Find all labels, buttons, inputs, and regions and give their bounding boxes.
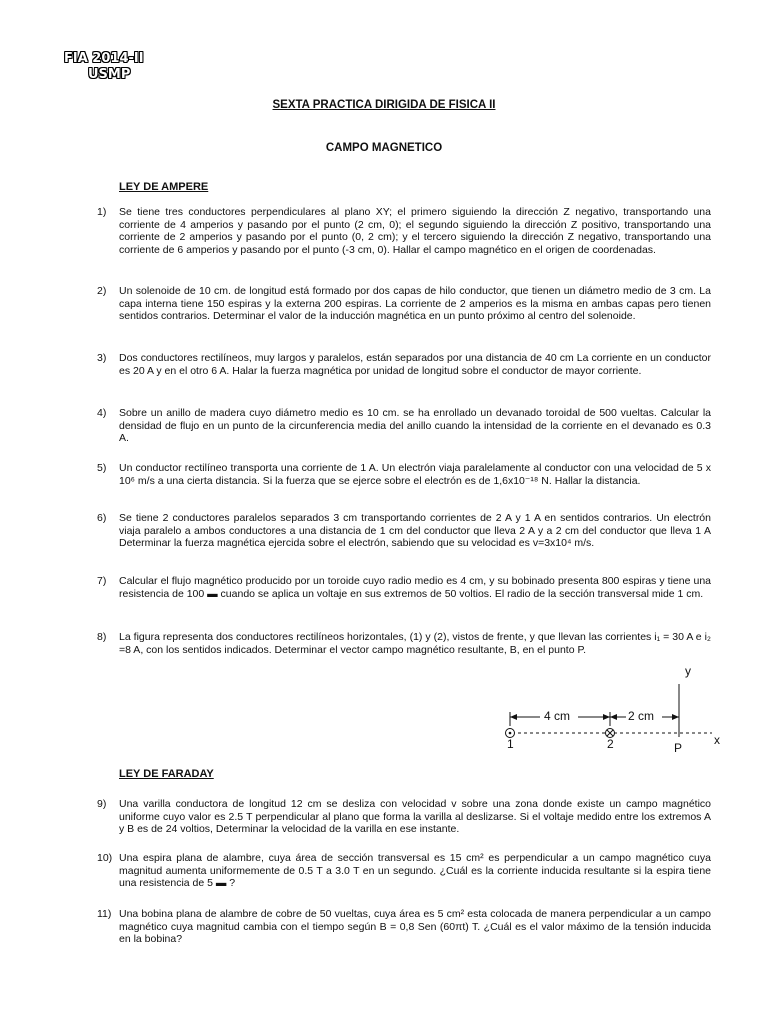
problem-number: 4) [97,407,107,419]
problem-text: Una espira plana de alambre, cuya área de sección transversal es 15 cm² es perpendicular a un campo magnético cuya magnitud aumenta uniformemente de 0.5 T a 3.0 T en un segundo. ¿Cuál es la corriente inducida resultante si la espira tiene una resistencia de 5 ▬ ? [119,852,711,890]
problem-text: Calcular el flujo magnético producido por un toroide cuyo radio medio es 4 cm, y su bobinado presenta 800 espiras y tiene una resistencia de 100 ▬ cuando se aplica un voltaje en sus extremos de 50 voltios. El radio de la sección transversal mide 1 cm. [119,575,711,600]
current-out-dot-icon [509,732,512,735]
problem-number: 8) [97,631,107,643]
problem-number: 6) [97,512,107,524]
problem-number: 9) [97,798,107,810]
problem-text: Una varilla conductora de longitud 12 cm se desliza con velocidad v sobre una zona donde existe un campo magnético uniforme cuyo valor es 2.5 T perpendicular al plano que forma la varilla al deslizarse. Si el voltaje medido entre los extremos A y B es de 24 voltios, Determinar la velocidad de la varilla en ese instante. [119,798,711,836]
problem-number: 5) [97,462,107,474]
problem-number: 2) [97,285,107,297]
page-title: SEXTA PRACTICA DIRIGIDA DE FISICA II [272,99,496,111]
logo-line-1: FIA 2014-II [64,51,144,66]
problem-number: 3) [97,352,107,364]
problem-text: Un solenoide de 10 cm. de longitud está formado por dos capas de hilo conductor, que tienen un diámetro medio de 3 cm. La capa interna tiene 150 espiras y la externa 200 espiras. La corriente de 2 amperios es la misma en ambas capas pero tienen sentidos contrarios. Determinar el valor de la inducción magnética en un punto próximo al centro del solenoide. [119,285,711,323]
arrow-right-icon [603,714,610,720]
arrow-left-icon [610,714,617,720]
conductor-2-label: 2 [607,737,614,751]
problem-text: La figura representa dos conductores rectilíneos horizontales, (1) y (2), vistos de frente, y que llevan las corrientes i₁ = 30 A e i₂ =8 A, con los sentidos indicados. Determinar el vector campo magnético resultante, B, en el punto P. [119,631,711,656]
problem-number: 10) [97,852,113,864]
arrow-left-icon [510,714,517,720]
section-heading-ampere: LEY DE AMPERE [119,181,209,193]
point-p-label: P [674,741,683,755]
problem-text: Una bobina plana de alambre de cobre de 50 vueltas, cuya área es 5 cm² esta colocada de manera perpendicular a un campo magnético cuya magnitud cambia con el tiempo según B = 0,8 Sen (60πt) T. ¿Cuál es el valor máximo de la tensión inducida en la bobina? [119,908,711,946]
problem-number: 11) [97,908,112,920]
conductors-figure [500,662,740,762]
conductor-1-label: 1 [507,737,514,751]
logo-line-2: USMP [88,67,131,82]
arrow-right-icon [672,714,679,720]
problem-text: Dos conductores rectilíneos, muy largos y paralelos, están separados por una distancia de 40 cm La corriente en un conductor es 20 A y en el otro 6 A. Halar la fuerza magnética por unidad de longitud sobre el conductor de mayor corriente. [119,352,711,377]
problem-text: Un conductor rectilíneo transporta una corriente de 1 A. Un electrón viaja paralelamente al conductor con una velocidad de 5 x 10⁶ m/s a una cierta distancia. Si la fuerza que se ejerce sobre el electrón es de 1,6x10⁻¹⁸ N. Hallar la distancia. [119,462,711,487]
problem-text: Sobre un anillo de madera cuyo diámetro medio es 10 cm. se ha enrollado un devanado toroidal de 500 vueltas. Calcular la densidad de flujo en un punto de la circunferencia media del anillo cuando la intensidad de la corriente en el devanado es 0.3 A. [119,407,711,445]
problem-number: 7) [97,575,107,587]
problem-text: Se tiene 2 conductores paralelos separados 3 cm transportando corrientes de 2 A y 1 A en sentidos contrarios. Un electrón viaja paralelo a ambos conductores a una distancia de 1 cm del conductor que lleva 2 A y a 2 cm del conductor que lleva 1 A Determinar la fuerza magnética ejercida sobre el electrón, sabiendo que su velocidad es v=3x10⁴ m/s. [119,512,711,550]
distance-label-4cm: 4 cm [544,709,571,723]
y-axis-label: y [685,664,691,678]
page-subtitle: CAMPO MAGNETICO [325,142,443,154]
section-heading-faraday: LEY DE FARADAY [119,768,214,780]
distance-label-2cm: 2 cm [628,709,655,723]
problem-number: 1) [97,206,107,218]
fia-usmp-logo [64,51,174,83]
x-axis-label: x [714,733,720,747]
problem-text: Se tiene tres conductores perpendiculares al plano XY; el primero siguiendo la dirección Z negativo, transportando una corriente de 4 amperios y pasando por el punto (2 cm, 0); el segundo siguiendo la dirección Z positivo, transportando una corriente de 2 amperios y pasando por el punto (0, 2 cm); y el tercero siguiendo la dirección Z negativo, transportando una corriente de 6 amperios y pasando por el punto (-3 cm, 0). Hallar el campo magnético en el origen de coordenadas. [119,206,711,256]
